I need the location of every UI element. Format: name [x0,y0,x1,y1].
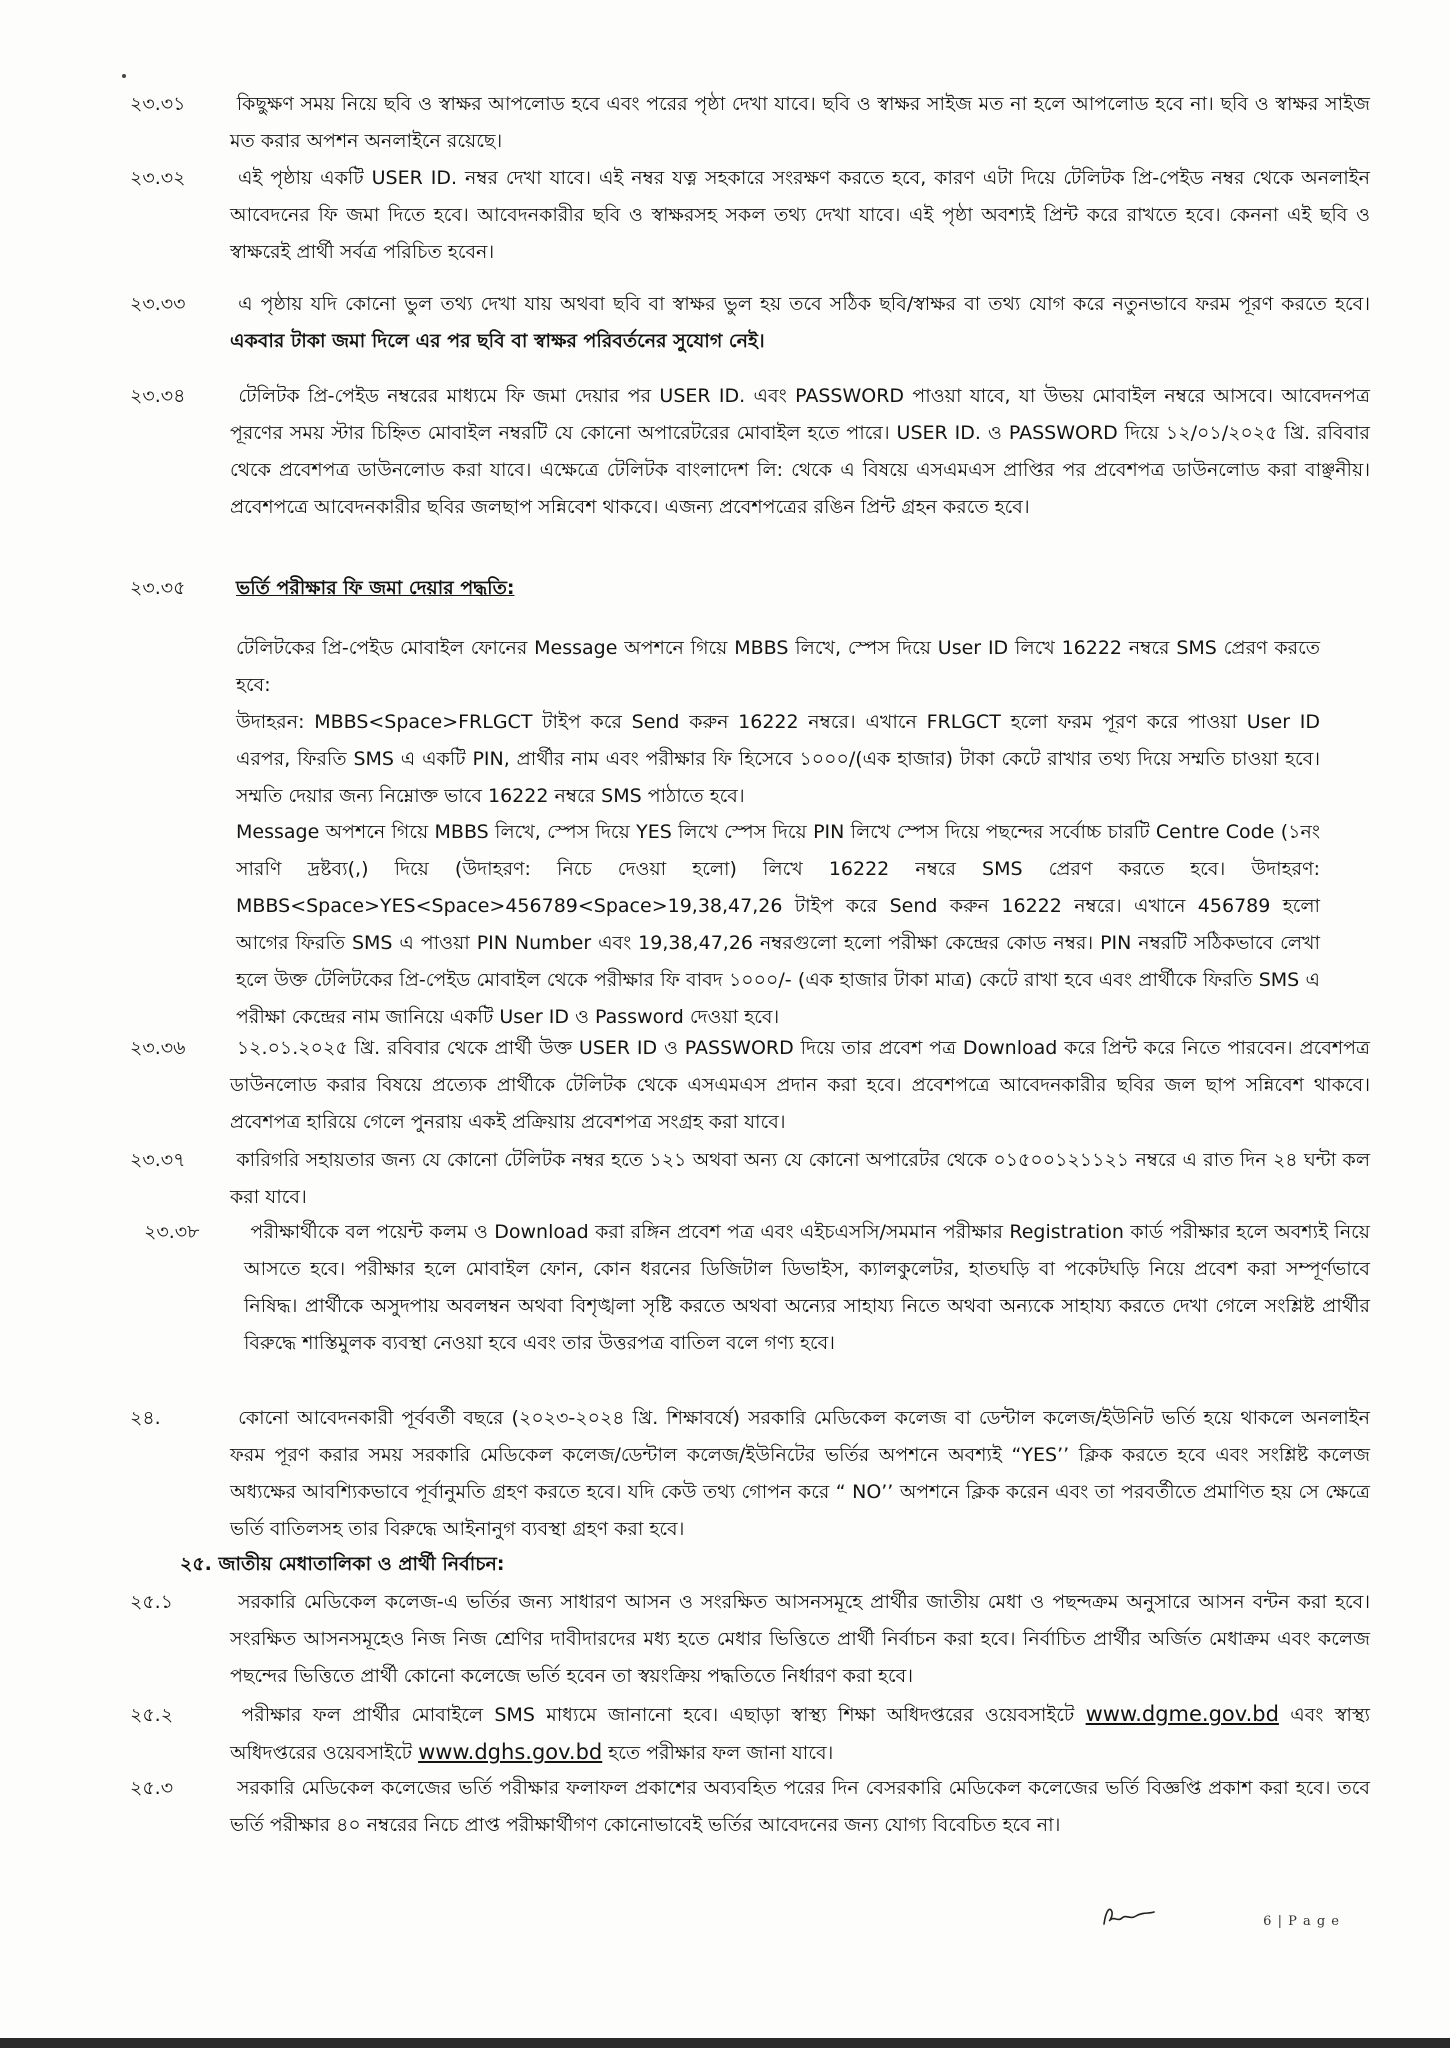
page-number: 6 | P a g e [1263,1914,1340,1929]
signature-mark [1100,1900,1160,1930]
paragraph-text: এবং স্বাস্থ্য অধিদপ্তরের ওয়েবসাইটে [230,1704,1370,1764]
paragraph-23-36 [130,1030,1370,1141]
paragraph-text: পরীক্ষার ফল প্রার্থীর মোবাইলে SMS মাধ্যমে জানানো হবে। এছাড়া স্বাস্থ্য শিক্ষা অধিদপ্তরের ওয়েবসাইটে [241,1704,1075,1726]
paragraph-text: উদাহরন: MBBS<Space>FRLGCT টাইপ করে Send করুন 16222 নম্বরে। এখানে FRLGCT হলো ফরম পূরণ করে পাওয়া User ID এরপর, ফিরতি SMS এ একটি PIN, প্রার্থীর নাম এবং পরীক্ষার ফি হিসেবে ১০০০/(এক হাজার) টাকা কেটে রাখার তথ্য দিয়ে সম্মতি চাওয়া হবে। সম্মতি দেয়ার জন্য নিম্নোক্ত ভাবে 16222 নম্বরে SMS পাঠাতে হবে। [236,711,1320,807]
scan-speck [122,74,126,78]
paragraph-text: সরকারি মেডিকেল কলেজের ভর্তি পরীক্ষার ফলাফল প্রকাশের অব্যবহিত পরের দিন বেসরকারি মেডিকেল কলেজের ভর্তি বিজ্ঞপ্তি প্রকাশ করা হবে। তবে ভর্তি পরীক্ষার ৪০ নম্বরের নিচে প্রাপ্ত পরীক্ষার্থীগণ কোনোভাবেই ভর্তির আবেদনের জন্য যোগ্য বিবেচিত হবে না। [230,1777,1370,1836]
paragraph-24 [130,1400,1370,1548]
paragraph-23-33 [130,286,1370,360]
paragraph-text: Message অপশনে গিয়ে MBBS লিখে, স্পেস দিয়ে YES লিখে স্পেস দিয়ে PIN লিখে স্পেস দিয়ে পছন্দের সর্বোচ্চ চারটি Centre Code (১নং সারণি দ্রষ্টব্য(,) দিয়ে (উদাহরণ: নিচে দেওয়া হলো) লিখে 16222 নম্বরে SMS প্রেরণ করতে হবে। উদাহরণ: MBBS<Space>YES<Space>456789<Space>19,38,47,26 টাইপ করে Send করুন 16222 নম্বরে। এখানে 456789 হলো আগের ফিরতি SMS এ পাওয়া PIN Number এবং 19,38,47,26 নম্বরগুলো হলো পরীক্ষা কেন্দ্রের কোড নম্বর। PIN নম্বরটি সঠিকভাবে লেখা হলে উক্ত টেলিটকের প্রি-পেইড মোবাইল থেকে পরীক্ষার ফি বাবদ ১০০০/- (এক হাজার টাকা মাত্র) কেটে রাখা হবে এবং প্রার্থীকে ফিরতি SMS এ পরীক্ষা কেন্দ্রের নাম জানিয়ে একটি User ID ও Password দেওয়া হবে। [236,821,1320,1028]
paragraph-23-32 [130,160,1370,271]
paragraph-number: ২৫.১ [130,1591,174,1613]
fee-instruction-3 [236,814,1320,1036]
fee-instruction-1 [236,630,1320,704]
paragraph-23-38 [144,1214,1370,1362]
dgme-website-link[interactable]: www.dgme.gov.bd [1085,1702,1279,1726]
paragraph-text: কারিগরি সহায়তার জন্য যে কোনো টেলিটক নম্বর হতে ১২১ অথবা অন্য যে কোনো অপারেটর থেকে ০১৫০০১২১১২১ নম্বরে এ রাত দিন ২৪ ঘন্টা কল করা যাবে। [230,1149,1370,1208]
paragraph-23-31 [130,86,1371,160]
paragraph-number: ২৩.৩৪ [130,385,186,407]
paragraph-25-2 [130,1696,1370,1772]
scan-edge [0,2038,1450,2048]
paragraph-number: ২৪. [130,1407,161,1429]
paragraph-23-35 [130,570,1370,607]
fee-instruction-2 [236,704,1320,815]
section-heading: ২৫. জাতীয় মেধাতালিকা ও প্রার্থী নির্বাচন: [180,1553,505,1575]
paragraph-number: ২৩.৩৫ [130,577,186,599]
paragraph-23-34 [130,378,1370,526]
paragraph-number: ২৫.২ [130,1704,174,1726]
paragraph-text: এই পৃষ্ঠায় একটি USER ID. নম্বর দেখা যাবে। এই নম্বর যত্ন সহকারে সংরক্ষণ করতে হবে, কারণ এটা দিয়ে টেলিটক প্রি-পেইড নম্বর থেকে অনলাইন আবেদনের ফি জমা দিতে হবে। আবেদনকারীর ছবি ও স্বাক্ষরসহ সকল তথ্য দেখা যাবে। এই পৃষ্ঠা অবশ্যই প্রিন্ট করে রাখতে হবে। কেননা এই ছবি ও স্বাক্ষরেই প্রার্থী সর্বত্র পরিচিত হবেন। [230,167,1370,263]
paragraph-25-3 [130,1770,1370,1844]
paragraph-text: কোনো আবেদনকারী পূর্ববর্তী বছরে (২০২৩-২০২৪ খ্রি. শিক্ষাবর্ষে) সরকারি মেডিকেল কলেজ বা ডেন্টাল কলেজ/ইউনিট ভর্তি হয়ে থাকলে অনলাইন ফরম পূরণ করার সময় সরকারি মেডিকেল কলেজ/ডেন্টাল কলেজ/ইউনিটের ভর্তির অপশনে অবশ্যই “YES’’ ক্লিক করতে হবে এবং সংশ্লিষ্ট কলেজ অধ্যক্ষের আবশ্যিকভাবে পূর্বানুমতি গ্রহণ করতে হবে। যদি কেউ তথ্য গোপন করে “ NO’’ অপশনে ক্লিক করেন এবং তা পরবর্তীতে প্রমাণিত হয় সে ক্ষেত্রে ভর্তি বাতিলসহ তার বিরুদ্ধে আইনানুগ ব্যবস্থা গ্রহণ করা হবে। [230,1407,1370,1540]
paragraph-number: ২৩.৩২ [130,167,186,189]
paragraph-text: টেলিটকের প্রি-পেইড মোবাইল ফোনের Message অপশনে গিয়ে MBBS লিখে, স্পেস দিয়ে User ID লিখে 16222 নম্বরে SMS প্রেরণ করতে হবে: [236,637,1320,696]
paragraph-number: ২৩.৩৬ [130,1037,186,1059]
paragraph-text: কিছুক্ষণ সময় নিয়ে ছবি ও স্বাক্ষর আপলোড হবে এবং পরের পৃষ্ঠা দেখা যাবে। ছবি ও স্বাক্ষর সাইজ মত না হলে আপলোড হবে না। ছবি ও স্বাক্ষর সাইজ মত করার অপশন অনলাইনে রয়েছে। [230,93,1371,152]
dghs-website-link[interactable]: www.dghs.gov.bd [418,1740,603,1764]
paragraph-text: ১২.০১.২০২৫ খ্রি. রবিবার থেকে প্রার্থী উক্ত USER ID ও PASSWORD দিয়ে তার প্রবেশ পত্র Download করে প্রিন্ট করে নিতে পারবেন। প্রবেশপত্র ডাউনলোড করার বিষয়ে প্রত্যেক প্রার্থীকে টেলিটক থেকে এসএমএস প্রদান করা হবে। প্রবেশপত্রে আবেদনকারীর ছবির জল ছাপ সন্নিবেশ থাকবে। প্রবেশপত্র হারিয়ে গেলে পুনরায় একই প্রক্রিয়ায় প্রবেশপত্র সংগ্রহ করা যাবে। [230,1037,1370,1133]
paragraph-number: ২৫.৩ [130,1777,174,1799]
paragraph-bold-note: একবার টাকা জমা দিলে এর পর ছবি বা স্বাক্ষর পরিবর্তনের সুযোগ নেই। [230,330,765,352]
paragraph-25-1 [130,1584,1371,1695]
paragraph-number: ২৩.৩৩ [130,293,186,315]
paragraph-number: ২৩.৩৮ [144,1221,200,1243]
paragraph-23-37 [130,1142,1370,1216]
paragraph-text: হতে পরীক্ষার ফল জানা যাবে। [608,1742,834,1764]
paragraph-number: ২৩.৩১ [130,93,186,115]
section-heading: ভর্তি পরীক্ষার ফি জমা দেয়ার পদ্ধতি: [236,577,515,599]
paragraph-text: পরীক্ষার্থীকে বল পয়েন্ট কলম ও Download করা রঙ্গিন প্রবেশ পত্র এবং এইচএসসি/সমমান পরীক্ষার Registration কার্ড পরীক্ষার হলে অবশ্যই নিয়ে আসতে হবে। পরীক্ষার হলে মোবাইল ফোন, কোন ধরনের ডিজিটাল ডিভাইস, ক্যালকুলেটর, হাতঘড়ি বা পকেটঘড়ি নিয়ে প্রবেশ করা সম্পূর্ণভাবে নিষিদ্ধ। প্রার্থীকে অসুদপায় অবলম্বন অথবা বিশৃঙ্খলা সৃষ্টি করতে অথবা অন্যের সাহায্য নিতে অথবা অন্যকে সাহায্য করতে দেখা গেলে সংশ্লিষ্ট প্রার্থীর বিরুদ্ধে শাস্তিমুলক ব্যবস্থা নেওয়া হবে এবং তার উত্তরপত্র বাতিল বলে গণ্য হবে। [244,1221,1370,1354]
paragraph-text: সরকারি মেডিকেল কলেজ-এ ভর্তির জন্য সাধারণ আসন ও সংরক্ষিত আসনসমূহে প্রার্থীর জাতীয় মেধা ও পছন্দক্রম অনুসারে আসন বন্টন করা হবে। সংরক্ষিত আসনসমূহেও নিজ নিজ শ্রেণির দাবীদারদের মধ্য হতে মেধার ভিত্তিতে প্রার্থী নির্বাচন করা হবে। নির্বাচিত প্রার্থীর অর্জিত মেধাক্রম এবং কলেজ পছন্দের ভিত্তিতে প্রার্থী কোনো কলেজে ভর্তি হবেন তা স্বয়ংক্রিয় পদ্ধতিতে নির্ধারণ করা হবে। [230,1591,1371,1687]
paragraph-number: ২৩.৩৭ [130,1149,186,1171]
section-25-heading [180,1546,1320,1583]
paragraph-text: এ পৃষ্ঠায় যদি কোনো ভুল তথ্য দেখা যায় অথবা ছবি বা স্বাক্ষর ভুল হয় তবে সঠিক ছবি/স্বাক্ষর বা তথ্য যোগ করে নতুনভাবে ফরম পূরণ করতে হবে। [238,293,1370,315]
paragraph-text: টেলিটক প্রি-পেইড নম্বরের মাধ্যমে ফি জমা দেয়ার পর USER ID. এবং PASSWORD পাওয়া যাবে, যা উভয় মোবাইল নম্বরে আসবে। আবেদনপত্র পূরণের সময় স্টার চিহ্নিত মোবাইল নম্বরটি যে কোনো অপারেটরের মোবাইল হতে পারে। USER ID. ও PASSWORD দিয়ে ১২/০১/২০২৫ খ্রি. রবিবার থেকে প্রবেশপত্র ডাউনলোড করা যাবে। এক্ষেত্রে টেলিটক বাংলাদেশ লি: থেকে এ বিষয়ে এসএমএস প্রাপ্তির পর প্রবেশপত্র ডাউনলোড করা বাঞ্ছনীয়। প্রবেশপত্রে আবেদনকারীর ছবির জলছাপ সন্নিবেশ থাকবে। এজন্য প্রবেশপত্রের রঙিন প্রিন্ট গ্রহন করতে হবে। [230,385,1370,518]
